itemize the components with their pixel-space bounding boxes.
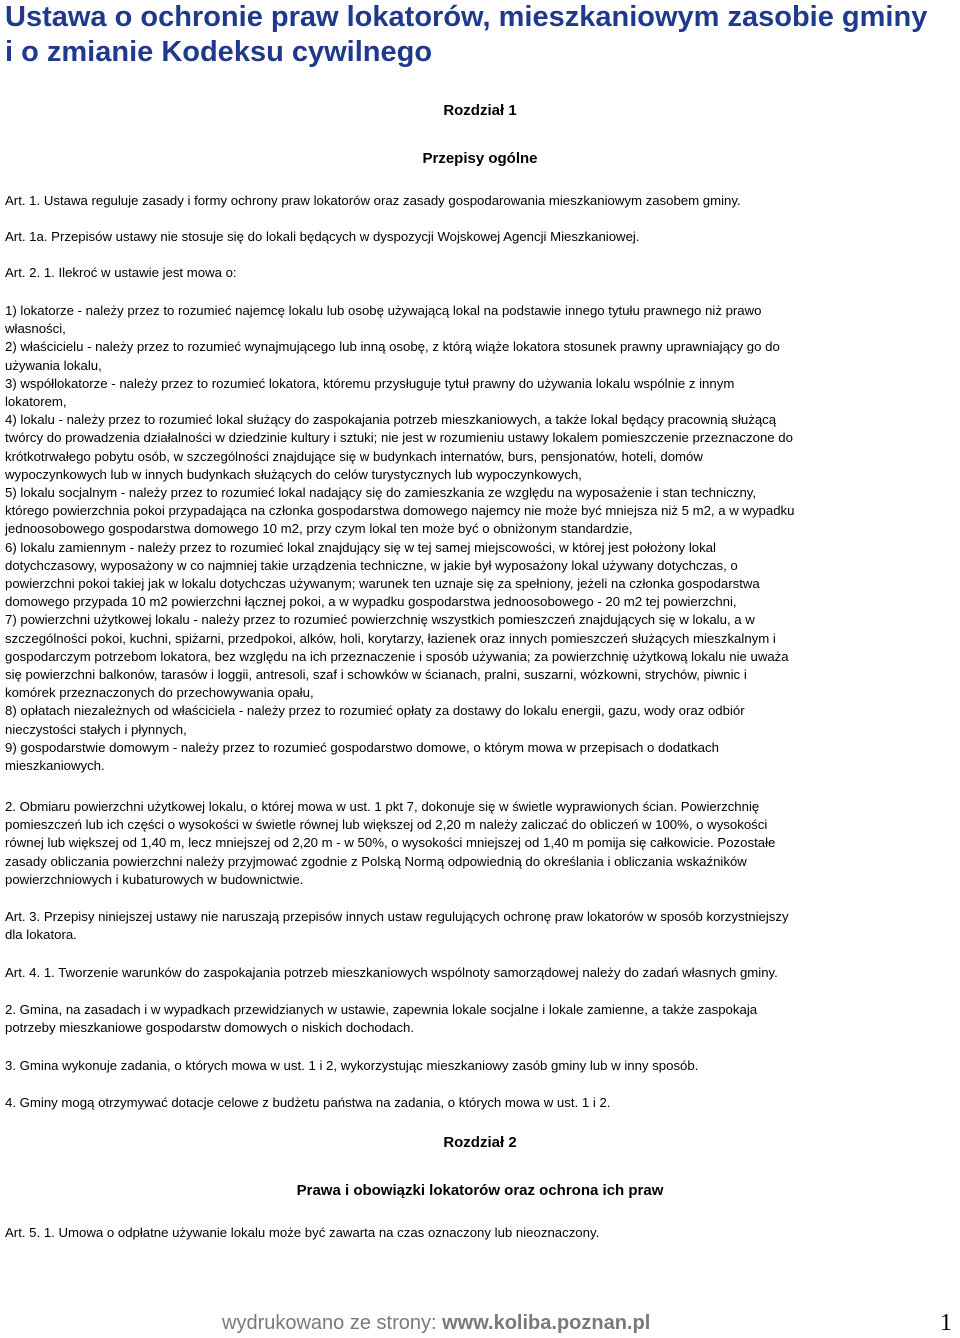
footer-site-link[interactable]: www.koliba.poznan.pl [442, 1312, 651, 1334]
definition-line: twórcy do prowadzenia działalności w dziedzinie kultury i sztuki; nie jest w rozumieniu ustawy lokalem pomieszczenie przeznaczone do [5, 430, 793, 446]
chapter-2-name: Prawa i obowiązki lokatorów oraz ochrona ich praw [296, 1182, 664, 1199]
article-4-paragraph-4: 4. Gminy mogą otrzymywać dotacje celowe z budżetu państwa na zadania, o których mowa w ust. 1 i 2. [5, 1095, 611, 1110]
definition-line: się powierzchni balkonów, tarasów i loggii, antresoli, szaf i schowków w ścianach, pralni, suszarni, wózkowni, strychów, piwnic i [5, 667, 747, 683]
title-line-1: Ustawa o ochronie praw lokatorów, mieszkaniowym zasobie gminy [5, 1, 928, 33]
definition-line: 8) opłatach niezależnych od właściciela - należy przez to rozumieć opłaty za dostawy do lokalu energii, gazu, wody oraz odbiór [5, 703, 745, 719]
definition-line: powierzchni pokoi takiej jak w lokalu dotychczas używanym; warunek ten uznaje się za spełniony, jeżeli na członka gospodarstwa [5, 576, 760, 592]
definition-line: nieczystości stałych i płynnych, [5, 721, 187, 737]
article-1: Art. 1. Ustawa reguluje zasady i formy ochrony praw lokatorów oraz zasady gospodarowania mieszkaniowym zasobem gminy. [5, 193, 741, 208]
paragraph-line: zasady obliczania powierzchni należy przyjmować zgodnie z Polską Normą odpowiednią do określania i obliczania wskaźników [5, 853, 747, 869]
definition-line: wypoczynkowych lub w innych budynkach służących do celów turystycznych lub wypoczynkowych, [5, 466, 582, 482]
definition-line: lokatorem, [5, 394, 67, 410]
definition-line: 2) właścicielu - należy przez to rozumieć wynajmującego lub inną osobę, z którą wiąże lokatora stosunek prawny uprawniający go do [5, 339, 780, 355]
paragraph-line: potrzeby mieszkaniowe gospodarstw domowych o niskich dochodach. [5, 1020, 415, 1036]
definition-line: własności, [5, 321, 66, 337]
definition-line: którego powierzchnia pokoi przypadająca na członka gospodarstwa domowego najemcy nie może być mniejsza niż 5 m2, a w wypadku [5, 503, 795, 519]
article-1a: Art. 1a. Przepisów ustawy nie stosuje się do lokali będących w dyspozycji Wojskowej Agencji Mieszkaniowej. [5, 229, 640, 244]
chapter-2-number: Rozdział 2 [443, 1134, 517, 1151]
article-2-definitions [5, 302, 955, 775]
footer-source [222, 1312, 650, 1335]
chapter-1-name: Przepisy ogólne [422, 150, 538, 167]
definition-line: krótkotrwałego pobytu osób, w szczególności znajdujące się w budynkach internatów, burs, pensjonatów, hoteli, domów [5, 448, 703, 464]
paragraph-line: Art. 3. Przepisy niniejszej ustawy nie naruszają przepisów innych ustaw regulujących ochronę praw lokatorów w sposób korzystniejszy [5, 909, 789, 924]
article-4-paragraph-3: 3. Gmina wykonuje zadania, o których mowa w ust. 1 i 2, wykorzystując mieszkaniowy zasób gminy lub w inny sposób. [5, 1058, 699, 1073]
article-2-paragraph-2 [5, 798, 955, 889]
article-4-paragraph-2 [5, 1001, 955, 1037]
definition-line: szczególności pokoi, kuchni, spiżarni, przedpokoi, alków, holi, korytarzy, łazienek oraz innych pomieszczeń służących mieszkalnym i [5, 630, 776, 646]
chapter-1-number: Rozdział 1 [443, 102, 517, 119]
article-3 [5, 908, 955, 944]
definition-line: jednoosobowego gospodarstwa domowego 10 m2, przy czym lokal ten może być o obniżonym standardzie, [5, 521, 633, 537]
definition-line: mieszkaniowych. [5, 758, 105, 774]
article-5: Art. 5. 1. Umowa o odpłatne używanie lokalu może być zawarta na czas oznaczony lub nieoznaczony. [5, 1225, 600, 1240]
document-title [5, 0, 955, 70]
definition-line: dotychczasowy, wyposażony w co najmniej takie urządzenia techniczne, w jakie był wyposażony lokal używany dotychczas, o [5, 557, 738, 573]
paragraph-line: pomieszczeń lub ich części o wysokości w świetle równej lub większej od 2,20 m należy zaliczać do obliczeń w 100%, o wysokości [5, 817, 768, 833]
article-2-intro: Art. 2. 1. Ilekroć w ustawie jest mowa o: [5, 265, 237, 280]
definition-line: domowego przypada 10 m2 powierzchni łącznej pokoi, a w wypadku gospodarstwa jednoosobowego - 20 m2 tej powierzchni, [5, 594, 737, 610]
article-4-paragraph-1: Art. 4. 1. Tworzenie warunków do zaspokajania potrzeb mieszkaniowych wspólnoty samorządowej należy do zadań własnych gminy. [5, 965, 778, 980]
definition-line: 1) lokatorze - należy przez to rozumieć najemcę lokalu lub osobę używającą lokal na podstawie innego tytułu prawnego niż prawo [5, 303, 762, 318]
paragraph-line: 2. Gmina, na zasadach i w wypadkach przewidzianych w ustawie, zapewnia lokale socjalne i lokale zamienne, a także zaspokaja [5, 1002, 758, 1017]
definition-line: komórek przeznaczonych do przechowywania opału, [5, 685, 314, 701]
footer-prefix: wydrukowano ze strony: [222, 1312, 443, 1334]
paragraph-line: 2. Obmiaru powierzchni użytkowej lokalu, o której mowa w ust. 1 pkt 7, dokonuje się w świetle wyprawionych ścian. Powierzchnię [5, 799, 760, 814]
paragraph-line: równej lub większej od 1,40 m, lecz mniejszej od 2,20 m - w 50%, o wysokości mniejszej od 1,40 m pomija się całkowicie. Pozostałe [5, 835, 776, 851]
definition-line: gospodarczym potrzebom lokatora, bez względu na ich przeznaczenie i sposób używania; za powierzchnię użytkową lokalu nie uważa [5, 648, 789, 664]
definition-line: 5) lokalu socjalnym - należy przez to rozumieć lokal nadający się do zamieszkania ze względu na wyposażenie i stan techniczny, [5, 485, 757, 501]
definition-line: 7) powierzchni użytkowej lokalu - należy przez to rozumieć powierzchnię wszystkich pomieszczeń znajdujących się w lokalu, a w [5, 612, 755, 628]
title-line-2: i o zmianie Kodeksu cywilnego [5, 36, 433, 68]
definition-line: 3) współlokatorze - należy przez to rozumieć lokatora, któremu przysługuje tytuł prawny do używania lokalu wspólnie z innym [5, 375, 735, 391]
definition-line: 6) lokalu zamiennym - należy przez to rozumieć lokal znajdujący się w tej samej miejscowości, w której jest położony lokal [5, 539, 716, 555]
page-footer [0, 1310, 960, 1338]
page-number: 1 [940, 1310, 952, 1336]
definition-line: 4) lokalu - należy przez to rozumieć lokal służący do zaspokajania potrzeb mieszkaniowych, a także lokal będący pracownią służącą [5, 412, 777, 428]
definition-line: 9) gospodarstwie domowym - należy przez to rozumieć gospodarstwo domowe, o którym mowa w przepisach o dodatkach [5, 739, 719, 755]
definition-line: używania lokalu, [5, 357, 102, 373]
paragraph-line: powierzchniowych i kubaturowych w budownictwie. [5, 871, 304, 887]
paragraph-line: dla lokatora. [5, 927, 77, 943]
